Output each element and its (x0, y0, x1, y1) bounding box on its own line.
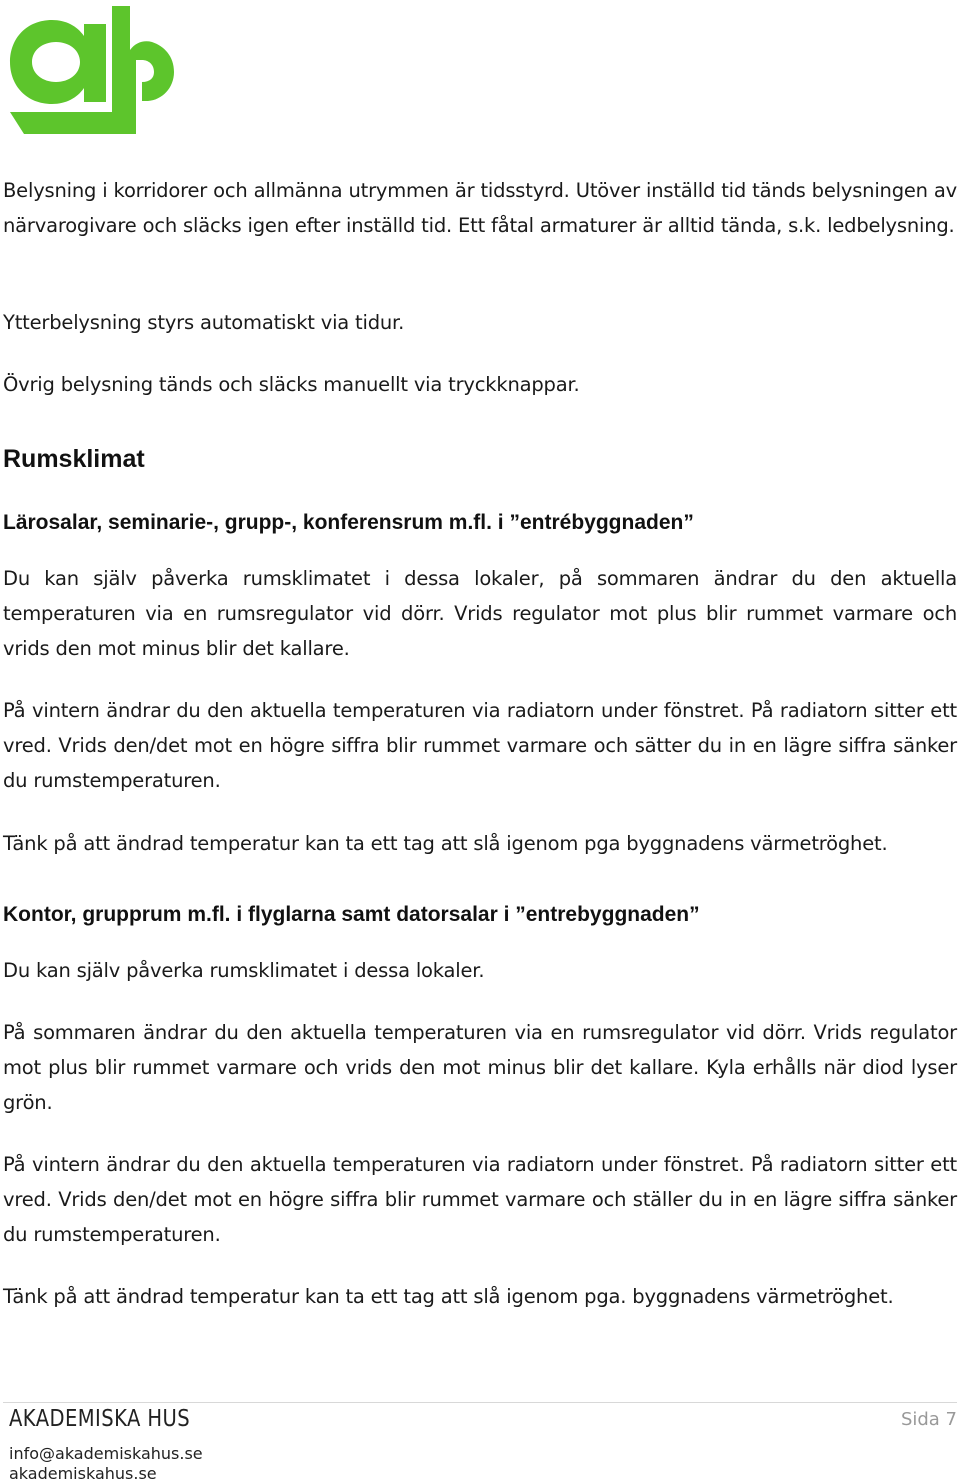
section-2-paragraph-1: Du kan själv påverka rumsklimatet i dessa lokaler. (3, 959, 485, 982)
section-2-heading: Kontor, grupprum m.fl. i flyglarna samt datorsalar i ”entrebyggnaden” (3, 903, 700, 926)
footer-email-link[interactable]: info@akademiskahus.se (9, 1444, 203, 1463)
footer-divider (3, 1402, 957, 1403)
section-2-paragraph-4: Tänk på att ändrad temperatur kan ta ett tag att slå igenom pga. byggnadens värmetröghet. (3, 1285, 894, 1308)
page-number: Sida 7 (900, 1409, 957, 1430)
section-2-paragraph-3: På vintern ändrar du den aktuella temperaturen via radiatorn under fönstret. På radiatorn sitter ett vred. Vrids den/det mot en högre siffra blir rummet varmare och ställer du in en lägre siffra sänker du rumstemperaturen. (3, 1153, 957, 1246)
lighting-paragraph-2: Ytterbelysning styrs automatiskt via tidur. (3, 311, 405, 334)
section-1-heading: Lärosalar, seminarie-, grupp-, konferensrum m.fl. i ”entrébyggnaden” (3, 511, 694, 534)
footer-website-link[interactable]: akademiskahus.se (9, 1464, 157, 1483)
climate-heading: Rumsklimat (3, 445, 145, 473)
section-2-paragraph-2: På sommaren ändrar du den aktuella temperaturen via en rumsregulator vid dörr. Vrids regulator mot plus blir rummet varmare och vrids den mot minus blir det kallare. Kyla erhålls när diod lyser grön. (3, 1021, 957, 1114)
footer-brand: AKADEMISKA HUS (9, 1406, 191, 1432)
akademiska-hus-logo-icon (2, 2, 174, 134)
section-1-paragraph-2: På vintern ändrar du den aktuella temperaturen via radiatorn under fönstret. På radiatorn sitter ett vred. Vrids den/det mot en högre siffra blir rummet varmare och sätter du in en lägre siffra sänker du rumstemperaturen. (3, 699, 957, 792)
lighting-paragraph-3: Övrig belysning tänds och släcks manuellt via tryckknappar. (3, 373, 580, 396)
section-1-paragraph-3: Tänk på att ändrad temperatur kan ta ett tag att slå igenom pga byggnadens värmetröghet. (3, 832, 888, 855)
lighting-paragraph-1: Belysning i korridorer och allmänna utrymmen är tidsstyrd. Utöver inställd tid tänds belysningen av närvarogivare och släcks igen efter inställd tid. Ett fåtal armaturer är alltid tända, s.k. ledbelysning. (3, 179, 957, 237)
section-1-paragraph-1: Du kan själv påverka rumsklimatet i dessa lokaler, på sommaren ändrar du den aktuella temperaturen via en rumsregulator vid dörr. Vrids regulator mot plus blir rummet varmare och vrids den mot minus blir det kallare. (3, 567, 957, 660)
